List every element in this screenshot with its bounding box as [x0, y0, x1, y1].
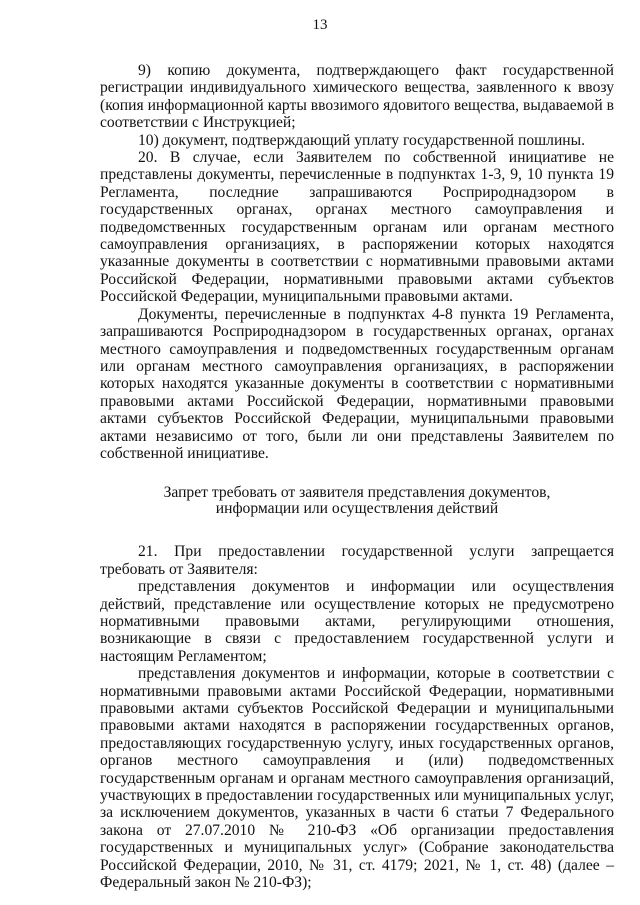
paragraph-item-10: 10) документ, подтверждающий уплату государственной пошлины.: [138, 131, 586, 149]
document-body: [100, 62, 614, 891]
paragraph-item-9: 9) копию документа, подтверждающего факт государственной регистрации индивидуального химического вещества, заявленного к ввозу (копия информационной карты ввозимого ядовитого вещества, выдаваемой в соответствии с Инструкцией;: [100, 62, 614, 132]
paragraph-prohibition-2: представления документов и информации, которые в соответствии с нормативными правовыми актами Российской Федерации, нормативными правовыми актами субъектов Российской Федерации и муниципальными правовыми актами находятся в распоряжении государственных органов, предоставляющих государственную услугу, иных государственных органов, органов местного самоуправления и (или) подведомственных государственным органам и органам местного самоуправления организаций, участвующих в предоставлении государственных или муниципальных услуг, за исключением документов, указанных в части 6 статьи 7 Федерального закона от 27.07.2010 № 210-ФЗ «Об организации предоставления государственных и муниципальных услуг» (Собрание законодательства Российской Федерации, 2010, № 31, ст. 4179; 2021, № 1, ст. 48) (далее – Федеральный закон № 210-ФЗ);: [100, 665, 614, 892]
paragraph-clause-21: 21. При предоставлении государственной услуги запрещается требовать от Заявителя:: [100, 543, 614, 578]
page-number: 13: [312, 17, 328, 33]
paragraph-documents-4-8: Документы, перечисленные в подпунктах 4-8 пункта 19 Регламента, запрашиваются Росприроднадзором в государственных органах, органах местного самоуправления и подведомственных государственным органам или органам местного самоуправления организациях, в распоряжении которых находятся указанные документы в соответствии с нормативными правовыми актами Российской Федерации, нормативными правовыми актами субъектов Российской Федерации, муниципальными правовыми актами независимо от того, были ли они представлены Заявителем по собственной инициативе.: [100, 305, 614, 462]
section-heading: [100, 485, 614, 517]
paragraph-prohibition-1: представления документов и информации или осуществления действий, представление или осуществление которых не предусмотрено нормативными правовыми актами, регулирующими отношения, возникающие в связи с предоставлением государственной услуги и настоящим Регламентом;: [100, 578, 614, 665]
section-heading-line-1: Запрет требовать от заявителя представления документов,: [163, 484, 551, 502]
section-heading-line-2: информации или осуществления действий: [215, 500, 499, 518]
paragraph-clause-20: 20. В случае, если Заявителем по собственной инициативе не представлены документы, перечисленные в подпунктах 1-3, 9, 10 пункта 19 Регламента, последние запрашиваются Росприроднадзором в государственных органах, органах местного самоуправления и подведомственных государственным органам или органам местного самоуправления организациях, в распоряжении которых находятся указанные документы в соответствии с нормативными правовыми актами Российской Федерации, нормативными правовыми актами субъектов Российской Федерации, муниципальными правовыми актами.: [100, 149, 614, 306]
